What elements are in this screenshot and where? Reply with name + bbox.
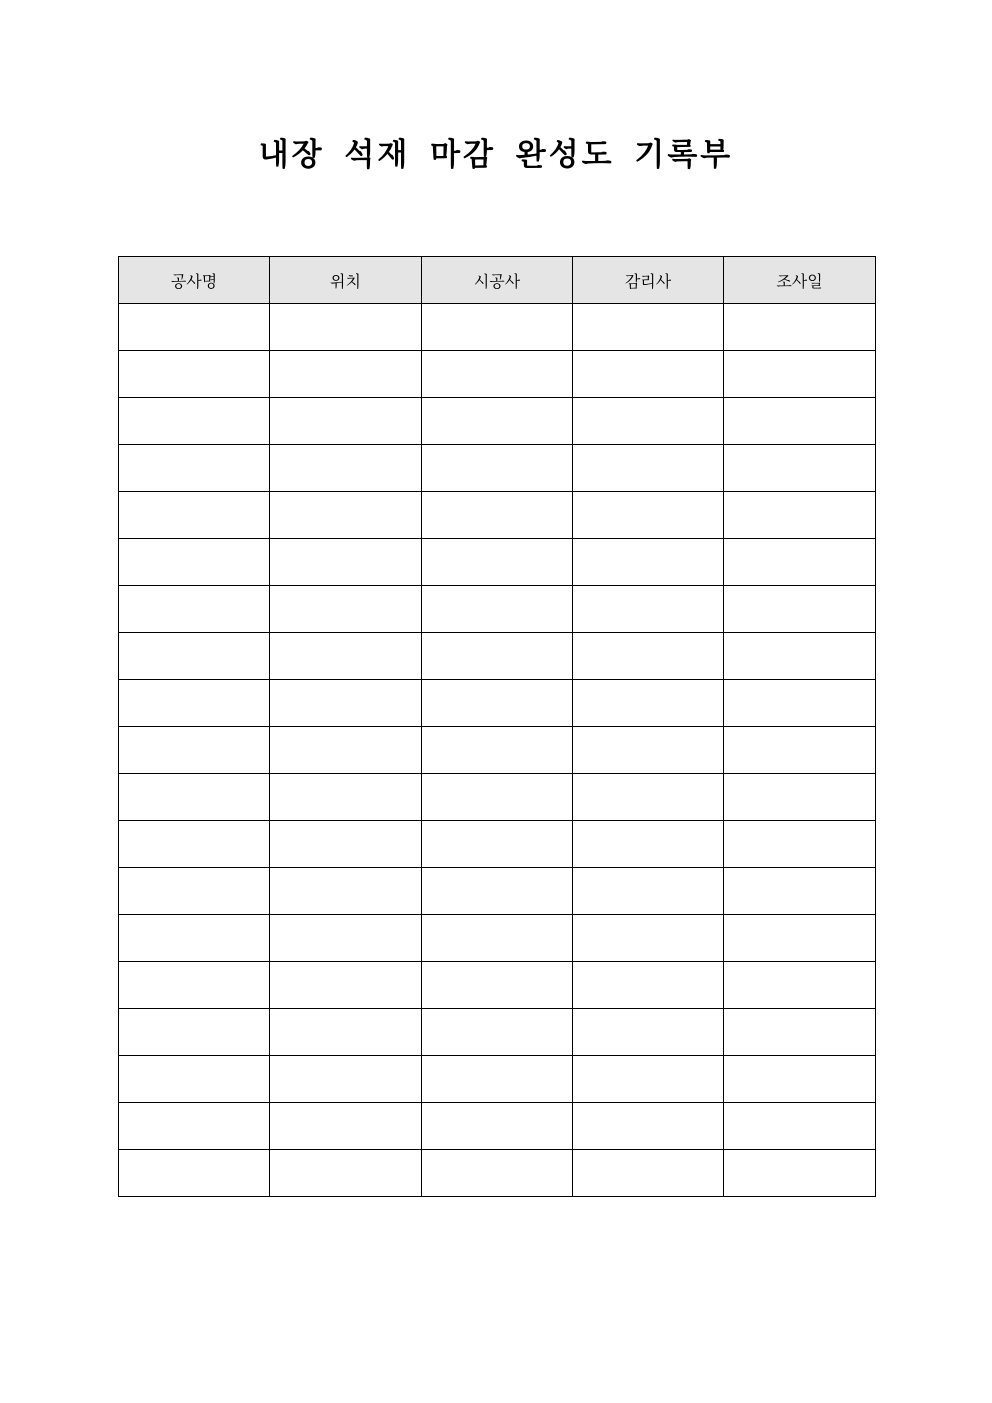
location-cell[interactable] bbox=[270, 1056, 422, 1103]
contractor-cell[interactable] bbox=[422, 1150, 573, 1197]
header-row bbox=[119, 257, 876, 304]
location-cell[interactable] bbox=[270, 962, 422, 1009]
contractor-cell[interactable] bbox=[422, 351, 573, 398]
location-cell[interactable] bbox=[270, 398, 422, 445]
location-cell[interactable] bbox=[270, 539, 422, 586]
record-table bbox=[118, 256, 876, 1197]
supervisor-cell[interactable] bbox=[573, 962, 724, 1009]
location-cell[interactable] bbox=[270, 445, 422, 492]
header-inspection-date: 조사일 bbox=[724, 257, 876, 304]
inspection-date-cell[interactable] bbox=[724, 1009, 876, 1056]
header-contractor: 시공사 bbox=[422, 257, 573, 304]
project-name-cell[interactable] bbox=[119, 1009, 270, 1056]
project-name-cell[interactable] bbox=[119, 821, 270, 868]
contractor-cell[interactable] bbox=[422, 821, 573, 868]
supervisor-cell[interactable] bbox=[573, 633, 724, 680]
table-row bbox=[119, 492, 876, 539]
location-cell[interactable] bbox=[270, 304, 422, 351]
inspection-date-cell[interactable] bbox=[724, 774, 876, 821]
table-row bbox=[119, 868, 876, 915]
header-supervisor: 감리사 bbox=[573, 257, 724, 304]
project-name-cell[interactable] bbox=[119, 1150, 270, 1197]
location-cell[interactable] bbox=[270, 680, 422, 727]
supervisor-cell[interactable] bbox=[573, 304, 724, 351]
contractor-cell[interactable] bbox=[422, 868, 573, 915]
supervisor-cell[interactable] bbox=[573, 1056, 724, 1103]
project-name-cell[interactable] bbox=[119, 586, 270, 633]
supervisor-cell[interactable] bbox=[573, 1103, 724, 1150]
supervisor-cell[interactable] bbox=[573, 774, 724, 821]
supervisor-cell[interactable] bbox=[573, 868, 724, 915]
project-name-cell[interactable] bbox=[119, 1103, 270, 1150]
project-name-cell[interactable] bbox=[119, 445, 270, 492]
location-cell[interactable] bbox=[270, 1103, 422, 1150]
location-cell[interactable] bbox=[270, 492, 422, 539]
inspection-date-cell[interactable] bbox=[724, 727, 876, 774]
inspection-date-cell[interactable] bbox=[724, 351, 876, 398]
table-body bbox=[119, 304, 876, 1197]
contractor-cell[interactable] bbox=[422, 1056, 573, 1103]
contractor-cell[interactable] bbox=[422, 633, 573, 680]
table-row bbox=[119, 304, 876, 351]
project-name-cell[interactable] bbox=[119, 351, 270, 398]
contractor-cell[interactable] bbox=[422, 492, 573, 539]
table-row bbox=[119, 539, 876, 586]
supervisor-cell[interactable] bbox=[573, 539, 724, 586]
location-cell[interactable] bbox=[270, 821, 422, 868]
supervisor-cell[interactable] bbox=[573, 445, 724, 492]
contractor-cell[interactable] bbox=[422, 774, 573, 821]
table-row bbox=[119, 633, 876, 680]
page-title: 내장 석재 마감 완성도 기록부 bbox=[258, 137, 734, 173]
inspection-date-cell[interactable] bbox=[724, 586, 876, 633]
inspection-date-cell[interactable] bbox=[724, 445, 876, 492]
inspection-date-cell[interactable] bbox=[724, 821, 876, 868]
header-location: 위치 bbox=[270, 257, 422, 304]
contractor-cell[interactable] bbox=[422, 1103, 573, 1150]
table-row bbox=[119, 774, 876, 821]
table-header bbox=[119, 257, 876, 304]
location-cell[interactable] bbox=[270, 727, 422, 774]
supervisor-cell[interactable] bbox=[573, 727, 724, 774]
supervisor-cell[interactable] bbox=[573, 492, 724, 539]
supervisor-cell[interactable] bbox=[573, 398, 724, 445]
inspection-date-cell[interactable] bbox=[724, 680, 876, 727]
contractor-cell[interactable] bbox=[422, 398, 573, 445]
supervisor-cell[interactable] bbox=[573, 586, 724, 633]
project-name-cell[interactable] bbox=[119, 680, 270, 727]
inspection-date-cell[interactable] bbox=[724, 539, 876, 586]
table-row bbox=[119, 398, 876, 445]
contractor-cell[interactable] bbox=[422, 727, 573, 774]
project-name-cell[interactable] bbox=[119, 868, 270, 915]
inspection-date-cell[interactable] bbox=[724, 1103, 876, 1150]
inspection-date-cell[interactable] bbox=[724, 304, 876, 351]
table-row bbox=[119, 1150, 876, 1197]
location-cell[interactable] bbox=[270, 915, 422, 962]
location-cell[interactable] bbox=[270, 1009, 422, 1056]
supervisor-cell[interactable] bbox=[573, 680, 724, 727]
header-project-name: 공사명 bbox=[119, 257, 270, 304]
inspection-date-cell[interactable] bbox=[724, 1056, 876, 1103]
table-row bbox=[119, 915, 876, 962]
contractor-cell[interactable] bbox=[422, 680, 573, 727]
table-row bbox=[119, 680, 876, 727]
contractor-cell[interactable] bbox=[422, 445, 573, 492]
project-name-cell[interactable] bbox=[119, 962, 270, 1009]
project-name-cell[interactable] bbox=[119, 774, 270, 821]
table-row bbox=[119, 445, 876, 492]
project-name-cell[interactable] bbox=[119, 398, 270, 445]
location-cell[interactable] bbox=[270, 1150, 422, 1197]
inspection-date-cell[interactable] bbox=[724, 1150, 876, 1197]
location-cell[interactable] bbox=[270, 633, 422, 680]
project-name-cell[interactable] bbox=[119, 492, 270, 539]
project-name-cell[interactable] bbox=[119, 539, 270, 586]
location-cell[interactable] bbox=[270, 586, 422, 633]
project-name-cell[interactable] bbox=[119, 1056, 270, 1103]
table-row bbox=[119, 1103, 876, 1150]
table-row bbox=[119, 1056, 876, 1103]
contractor-cell[interactable] bbox=[422, 304, 573, 351]
location-cell[interactable] bbox=[270, 351, 422, 398]
inspection-date-cell[interactable] bbox=[724, 633, 876, 680]
table-row bbox=[119, 586, 876, 633]
supervisor-cell[interactable] bbox=[573, 1009, 724, 1056]
supervisor-cell[interactable] bbox=[573, 351, 724, 398]
project-name-cell[interactable] bbox=[119, 915, 270, 962]
inspection-date-cell[interactable] bbox=[724, 398, 876, 445]
contractor-cell[interactable] bbox=[422, 586, 573, 633]
supervisor-cell[interactable] bbox=[573, 1150, 724, 1197]
location-cell[interactable] bbox=[270, 868, 422, 915]
table-row bbox=[119, 821, 876, 868]
supervisor-cell[interactable] bbox=[573, 821, 724, 868]
table-row bbox=[119, 1009, 876, 1056]
contractor-cell[interactable] bbox=[422, 1009, 573, 1056]
project-name-cell[interactable] bbox=[119, 633, 270, 680]
table-row bbox=[119, 351, 876, 398]
table-row bbox=[119, 727, 876, 774]
table-row bbox=[119, 962, 876, 1009]
inspection-date-cell[interactable] bbox=[724, 915, 876, 962]
inspection-date-cell[interactable] bbox=[724, 492, 876, 539]
project-name-cell[interactable] bbox=[119, 304, 270, 351]
location-cell[interactable] bbox=[270, 774, 422, 821]
contractor-cell[interactable] bbox=[422, 915, 573, 962]
inspection-date-cell[interactable] bbox=[724, 868, 876, 915]
supervisor-cell[interactable] bbox=[573, 915, 724, 962]
contractor-cell[interactable] bbox=[422, 539, 573, 586]
contractor-cell[interactable] bbox=[422, 962, 573, 1009]
inspection-date-cell[interactable] bbox=[724, 962, 876, 1009]
project-name-cell[interactable] bbox=[119, 727, 270, 774]
